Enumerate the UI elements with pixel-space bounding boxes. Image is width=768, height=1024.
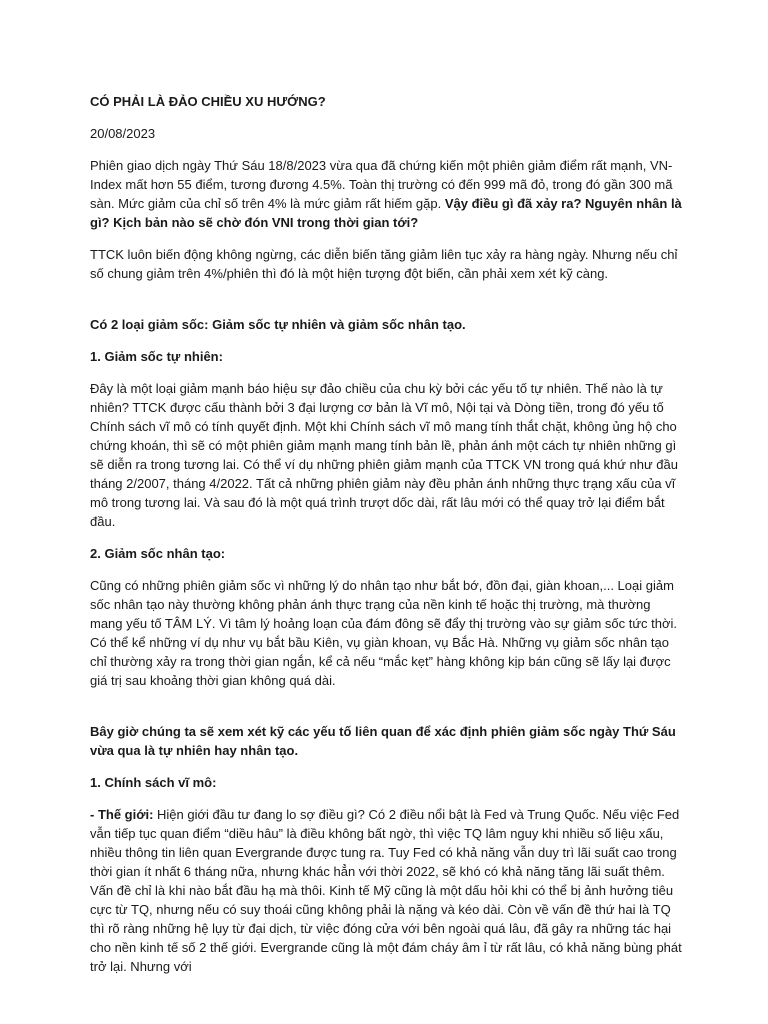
world-paragraph [90,805,682,976]
heading-artificial-shock: 2. Giảm sốc nhân tạo: [90,546,226,561]
section-shock-types: Có 2 loại giảm sốc: Giảm sốc tự nhiên và giảm sốc nhân tạo. [90,317,466,332]
natural-shock-paragraph: Đây là một loại giảm mạnh báo hiệu sự đảo chiều của chu kỳ bởi các yếu tố tự nhiên. Thế nào là tự nhiên? TTCK được cấu thành bởi 3 đại lượng cơ bản là Vĩ mô, Nội tại và Dòng tiền, trong đó yếu tố Chính sách vĩ mô có tính quyết định. Một khi Chính sách vĩ mô mang tính thắt chặt, không ủng hộ cho chứng khoán, thì sẽ có một phiên giảm mạnh mang tính bản lề, phản ánh một cách tự nhiên những gì sẽ diễn ra trong tương lai. Có thể ví dụ những phiên giảm mạnh của TTCK VN trong quá khứ như đầu tháng 2/2007, tháng 4/2022. Tất cả những phiên giảm này đều phản ánh những thực trạng xấu của vĩ mô trong tương lai. Và sau đó là một quá trình trượt dốc dài, rất lâu mới có thể quay trở lại điểm bắt đầu. [90,381,678,529]
intro-questions: Vậy điều gì đã xảy ra? Nguyên nhân là gì? Kịch bản nào sẽ chờ đón VNI trong thời gian tới? [90,196,682,230]
intro-text: Phiên giao dịch ngày Thứ Sáu 18/8/2023 vừa qua đã chứng kiến một phiên giảm điểm rất mạnh, VN-Index mất hơn 55 điểm, tương đương 4.5%. Toàn thị trường có đến 999 mã đỏ, trong đó gần 300 mã sàn. Mức giảm của chỉ số trên 4% là mức giảm rất hiếm gặp. [90,158,673,211]
heading-natural-shock: 1. Giảm sốc tự nhiên: [90,349,223,364]
analysis-heading: Bây giờ chúng ta sẽ xem xét kỹ các yếu tố liên quan để xác định phiên giảm sốc ngày Thứ Sáu vừa qua là tự nhiên hay nhân tạo. [90,724,676,758]
world-text: Hiện giới đầu tư đang lo sợ điều gì? Có 2 điều nổi bật là Fed và Trung Quốc. Nếu việc Fed vẫn tiếp tục quan điểm “diều hâu” là điều không bất ngờ, thì việc TQ lâm nguy khi nhiều số liệu xấu, nhiều thông tin liên quan Evergrande được tung ra. Tuy Fed có khả năng vẫn duy trì lãi suất cao trong thời gian ít nhất 6 tháng nữa, nhưng khác hẳn với thời 2022, sẽ khó có khả năng tăng lãi suất thêm. Vấn đề chỉ là khi nào bắt đầu hạ mà thôi. Kinh tế Mỹ cũng là một dấu hỏi khi có thể bị ảnh hưởng tiêu cực từ TQ, nhưng nếu có suy thoái cũng không phải là nặng và kéo dài. Còn về vấn đề thứ hai là TQ thì rõ ràng những hệ lụy từ đại dịch, từ việc đóng cửa với bên ngoài quá lâu, đã gây ra những tác hại cho nền kinh tế số 2 thế giới. Evergrande cũng là một đám cháy âm ỉ từ rất lâu, có khả năng bùng phát trở lại. Nhưng với [90,807,682,974]
spacer [90,296,682,315]
world-label: - Thế giới: [90,807,154,822]
intro-paragraph [90,156,682,232]
article-title: CÓ PHẢI LÀ ĐẢO CHIỀU XU HƯỚNG? [90,94,326,109]
spacer [90,703,682,722]
heading-macro-policy: 1. Chính sách vĩ mô: [90,775,217,790]
article-date: 20/08/2023 [90,126,156,141]
intro-paragraph-2: TTCK luôn biến động không ngừng, các diễn biến tăng giảm liên tục xảy ra hàng ngày. Nhưng nếu chỉ số chung giảm trên 4%/phiên thì đó là một hiện tượng đột biến, cần phải xem xét kỹ càng. [90,247,678,281]
artificial-shock-paragraph: Cũng có những phiên giảm sốc vì những lý do nhân tạo như bắt bớ, đồn đại, giàn khoan,... Loại giảm sốc nhân tạo này thường không phản ánh thực trạng của nền kinh tế hoặc thị trường, mà thường mang yếu tố TÂM LÝ. Vì tâm lý hoảng loạn của đám đông sẽ đẩy thị trường vào sự giảm sốc tức thời. Có thể kể những ví dụ như vụ bắt bầu Kiên, vụ giàn khoan, vụ Bắc Hà. Những vụ giảm sốc nhân tạo chỉ thường xảy ra trong thời gian ngắn, kể cả nếu “mắc kẹt” hàng không kịp bán cũng sẽ lấy lại được giá trị sau khoảng thời gian không quá dài. [90,578,678,688]
